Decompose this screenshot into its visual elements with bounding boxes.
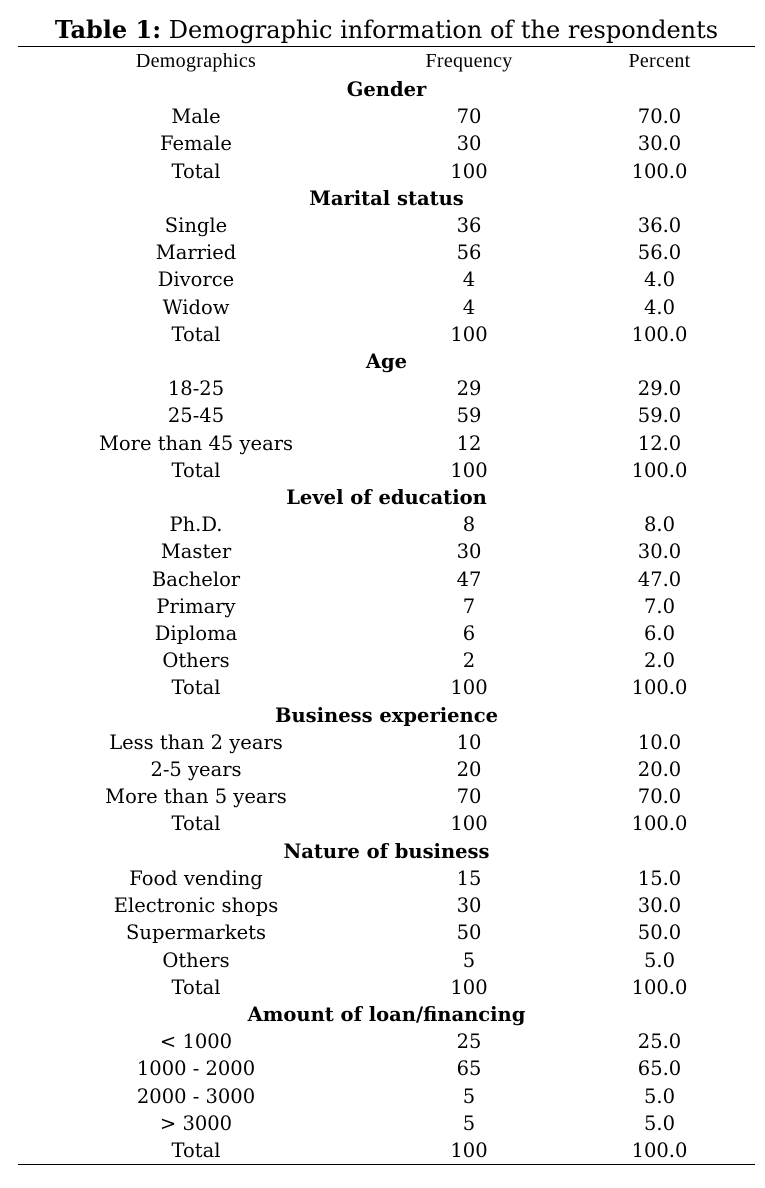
row-percent: 50.0 (637, 921, 682, 945)
row-percent: 15.0 (637, 866, 682, 890)
section-row (18, 838, 755, 865)
row-percent: 100.0 (631, 1138, 688, 1162)
section-title: Marital status (309, 186, 464, 210)
row-frequency: 29 (456, 377, 482, 401)
row-label: Total (171, 975, 221, 999)
row-label: Others (162, 649, 230, 673)
row-frequency: 7 (462, 594, 476, 618)
table-row (18, 430, 755, 457)
section-row (18, 702, 755, 729)
row-frequency: 15 (456, 866, 482, 890)
demographics-table (18, 47, 755, 1164)
row-label: Total (171, 159, 221, 183)
table-row (18, 375, 755, 402)
row-frequency: 100 (450, 1138, 488, 1162)
row-percent: 4.0 (643, 295, 675, 319)
table-row (18, 947, 755, 974)
row-label: Less than 2 years (109, 730, 283, 754)
table-row (18, 756, 755, 783)
row-label: More than 45 years (98, 431, 294, 455)
row-percent: 20.0 (637, 758, 682, 782)
row-percent: 4.0 (643, 268, 675, 292)
row-frequency: 36 (456, 214, 482, 238)
row-frequency: 6 (462, 622, 476, 646)
row-frequency: 59 (456, 404, 482, 428)
row-label: Total (171, 1138, 221, 1162)
row-percent: 100.0 (631, 676, 688, 700)
row-label: Master (160, 540, 232, 564)
header-percent: Percent (628, 50, 691, 72)
section-row (18, 76, 755, 103)
row-label: Divorce (157, 268, 235, 292)
table-row (18, 294, 755, 321)
table-row (18, 1137, 755, 1164)
row-percent: 59.0 (637, 404, 682, 428)
row-frequency: 20 (456, 758, 482, 782)
section-title: Business experience (275, 703, 498, 727)
row-label: 18-25 (167, 377, 225, 401)
table-row (18, 1055, 755, 1082)
section-row (18, 484, 755, 511)
table-row (18, 266, 755, 293)
section-row (18, 348, 755, 375)
row-frequency: 100 (450, 676, 488, 700)
table-caption (18, 0, 755, 46)
row-frequency: 100 (450, 322, 488, 346)
row-frequency: 5 (462, 1111, 476, 1135)
row-frequency: 30 (456, 540, 482, 564)
section-title: Amount of loan/financing (247, 1002, 526, 1026)
row-frequency: 8 (462, 513, 476, 537)
table-figure (18, 0, 755, 1165)
row-percent: 100.0 (631, 812, 688, 836)
table-row (18, 566, 755, 593)
table-row (18, 974, 755, 1001)
row-label: < 1000 (159, 1030, 233, 1054)
table-row (18, 321, 755, 348)
table-row (18, 212, 755, 239)
section-row (18, 185, 755, 212)
row-label: Total (171, 322, 221, 346)
table-row (18, 647, 755, 674)
row-label: Total (171, 458, 221, 482)
row-percent: 65.0 (637, 1057, 682, 1081)
row-frequency: 100 (450, 458, 488, 482)
row-percent: 30.0 (637, 894, 682, 918)
row-frequency: 2 (462, 649, 476, 673)
row-percent: 100.0 (631, 458, 688, 482)
table-body (18, 76, 755, 1164)
row-label: Electronic shops (113, 894, 279, 918)
row-percent: 5.0 (643, 948, 675, 972)
row-label: 2-5 years (150, 758, 242, 782)
row-label: Primary (156, 594, 236, 618)
row-percent: 8.0 (643, 513, 675, 537)
row-percent: 5.0 (643, 1084, 675, 1108)
row-label: 25-45 (167, 404, 225, 428)
row-percent: 29.0 (637, 377, 682, 401)
row-frequency: 56 (456, 241, 482, 265)
row-frequency: 70 (456, 785, 482, 809)
table-row (18, 892, 755, 919)
row-percent: 100.0 (631, 322, 688, 346)
row-percent: 100.0 (631, 159, 688, 183)
table-row (18, 1028, 755, 1055)
section-title: Gender (346, 78, 427, 101)
row-percent: 25.0 (637, 1030, 682, 1054)
row-label: Widow (162, 295, 230, 319)
table-row (18, 130, 755, 157)
table-row (18, 674, 755, 701)
table-row (18, 810, 755, 837)
row-percent: 5.0 (643, 1111, 675, 1135)
row-percent: 12.0 (637, 431, 682, 455)
row-label: Female (160, 132, 232, 156)
header-demographics: Demographics (135, 50, 257, 72)
row-label: Male (171, 105, 221, 129)
row-label: Supermarkets (126, 921, 266, 945)
bottom-rule (18, 1164, 755, 1165)
row-percent: 2.0 (643, 649, 675, 673)
row-label: Diploma (154, 622, 238, 646)
table-row (18, 865, 755, 892)
row-frequency: 70 (456, 105, 482, 129)
section-title: Level of education (286, 486, 487, 510)
row-frequency: 4 (462, 295, 476, 319)
row-label: Single (164, 214, 228, 238)
row-frequency: 12 (456, 431, 482, 455)
row-frequency: 100 (450, 159, 488, 183)
table-row (18, 620, 755, 647)
table-caption-text: Demographic information of the respondents (161, 16, 719, 44)
table-row (18, 538, 755, 565)
header-row (18, 47, 755, 76)
row-percent: 6.0 (643, 622, 675, 646)
table-row (18, 402, 755, 429)
row-frequency: 65 (456, 1057, 482, 1081)
row-percent: 47.0 (637, 567, 682, 591)
row-label: Bachelor (151, 567, 241, 591)
row-label: Food vending (129, 866, 263, 890)
header-frequency: Frequency (425, 50, 513, 72)
row-frequency: 5 (462, 948, 476, 972)
row-label: Others (162, 948, 230, 972)
row-percent: 56.0 (637, 241, 682, 265)
table-row (18, 919, 755, 946)
table-row (18, 457, 755, 484)
row-percent: 70.0 (637, 785, 682, 809)
section-title: Age (365, 350, 408, 374)
row-label: > 3000 (159, 1111, 233, 1135)
row-percent: 10.0 (637, 730, 682, 754)
row-label: Total (171, 812, 221, 836)
row-frequency: 30 (456, 132, 482, 156)
row-frequency: 100 (450, 975, 488, 999)
row-frequency: 10 (456, 730, 482, 754)
row-percent: 70.0 (637, 105, 682, 129)
row-frequency: 100 (450, 812, 488, 836)
table-row (18, 103, 755, 130)
row-percent: 30.0 (637, 132, 682, 156)
row-frequency: 47 (456, 567, 482, 591)
row-label: Married (155, 241, 237, 265)
row-frequency: 5 (462, 1084, 476, 1108)
table-row (18, 1110, 755, 1137)
row-label: Ph.D. (169, 513, 223, 537)
section-row (18, 1001, 755, 1028)
section-title: Nature of business (283, 839, 490, 863)
row-label: Total (171, 676, 221, 700)
row-frequency: 25 (456, 1030, 482, 1054)
row-percent: 30.0 (637, 540, 682, 564)
table-row (18, 729, 755, 756)
table-row (18, 783, 755, 810)
row-label: More than 5 years (105, 785, 287, 809)
table-row (18, 593, 755, 620)
row-label: 1000 - 2000 (136, 1057, 256, 1081)
row-frequency: 50 (456, 921, 482, 945)
row-frequency: 30 (456, 894, 482, 918)
row-percent: 100.0 (631, 975, 688, 999)
row-label: 2000 - 3000 (136, 1084, 256, 1108)
table-caption-label: Table 1: (54, 15, 162, 44)
row-frequency: 4 (462, 268, 476, 292)
row-percent: 36.0 (637, 214, 682, 238)
row-percent: 7.0 (643, 594, 675, 618)
table-row (18, 239, 755, 266)
table-row (18, 1083, 755, 1110)
table-row (18, 158, 755, 185)
table-row (18, 511, 755, 538)
